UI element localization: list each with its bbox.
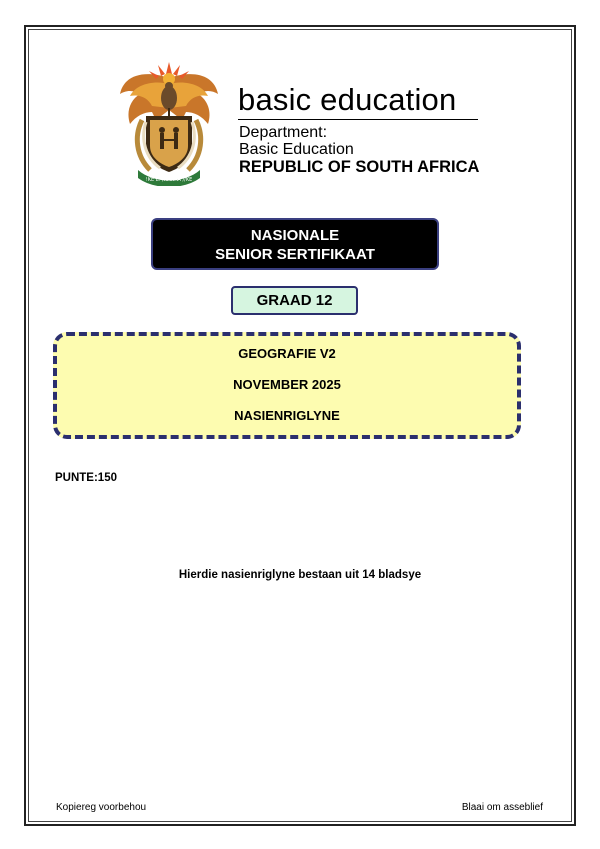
- department-label: Department:: [239, 124, 328, 141]
- brand-underline: [238, 119, 478, 120]
- certificate-line-1: NASIONALE: [250, 227, 340, 244]
- certificate-banner: [151, 218, 439, 270]
- subject-panel: [53, 332, 521, 439]
- country-name: REPUBLIC OF SOUTH AFRICA: [239, 158, 480, 176]
- department-name: Basic Education: [239, 141, 354, 158]
- subject-title: GEOGRAFIE V2: [238, 346, 336, 361]
- brand-name: basic education: [238, 82, 457, 117]
- turn-over-footer: Blaai om asseblief: [461, 802, 543, 813]
- certificate-line-2: SENIOR SERTIFIKAAT: [215, 246, 375, 263]
- total-marks: PUNTE:150: [55, 472, 117, 484]
- grade-badge: GRAAD 12: [231, 286, 358, 315]
- exam-session: NOVEMBER 2025: [233, 377, 341, 392]
- document-type: NASIENRIGLYNE: [234, 408, 340, 423]
- svg-text:!KE E: /XARRA //KE: !KE E: /XARRA //KE: [145, 177, 193, 183]
- coat-of-arms-icon: [116, 60, 222, 186]
- page-count-note: Hierdie nasienriglyne bestaan uit 14 bladsye: [178, 569, 422, 581]
- copyright-footer: Kopiereg voorbehou: [56, 802, 147, 813]
